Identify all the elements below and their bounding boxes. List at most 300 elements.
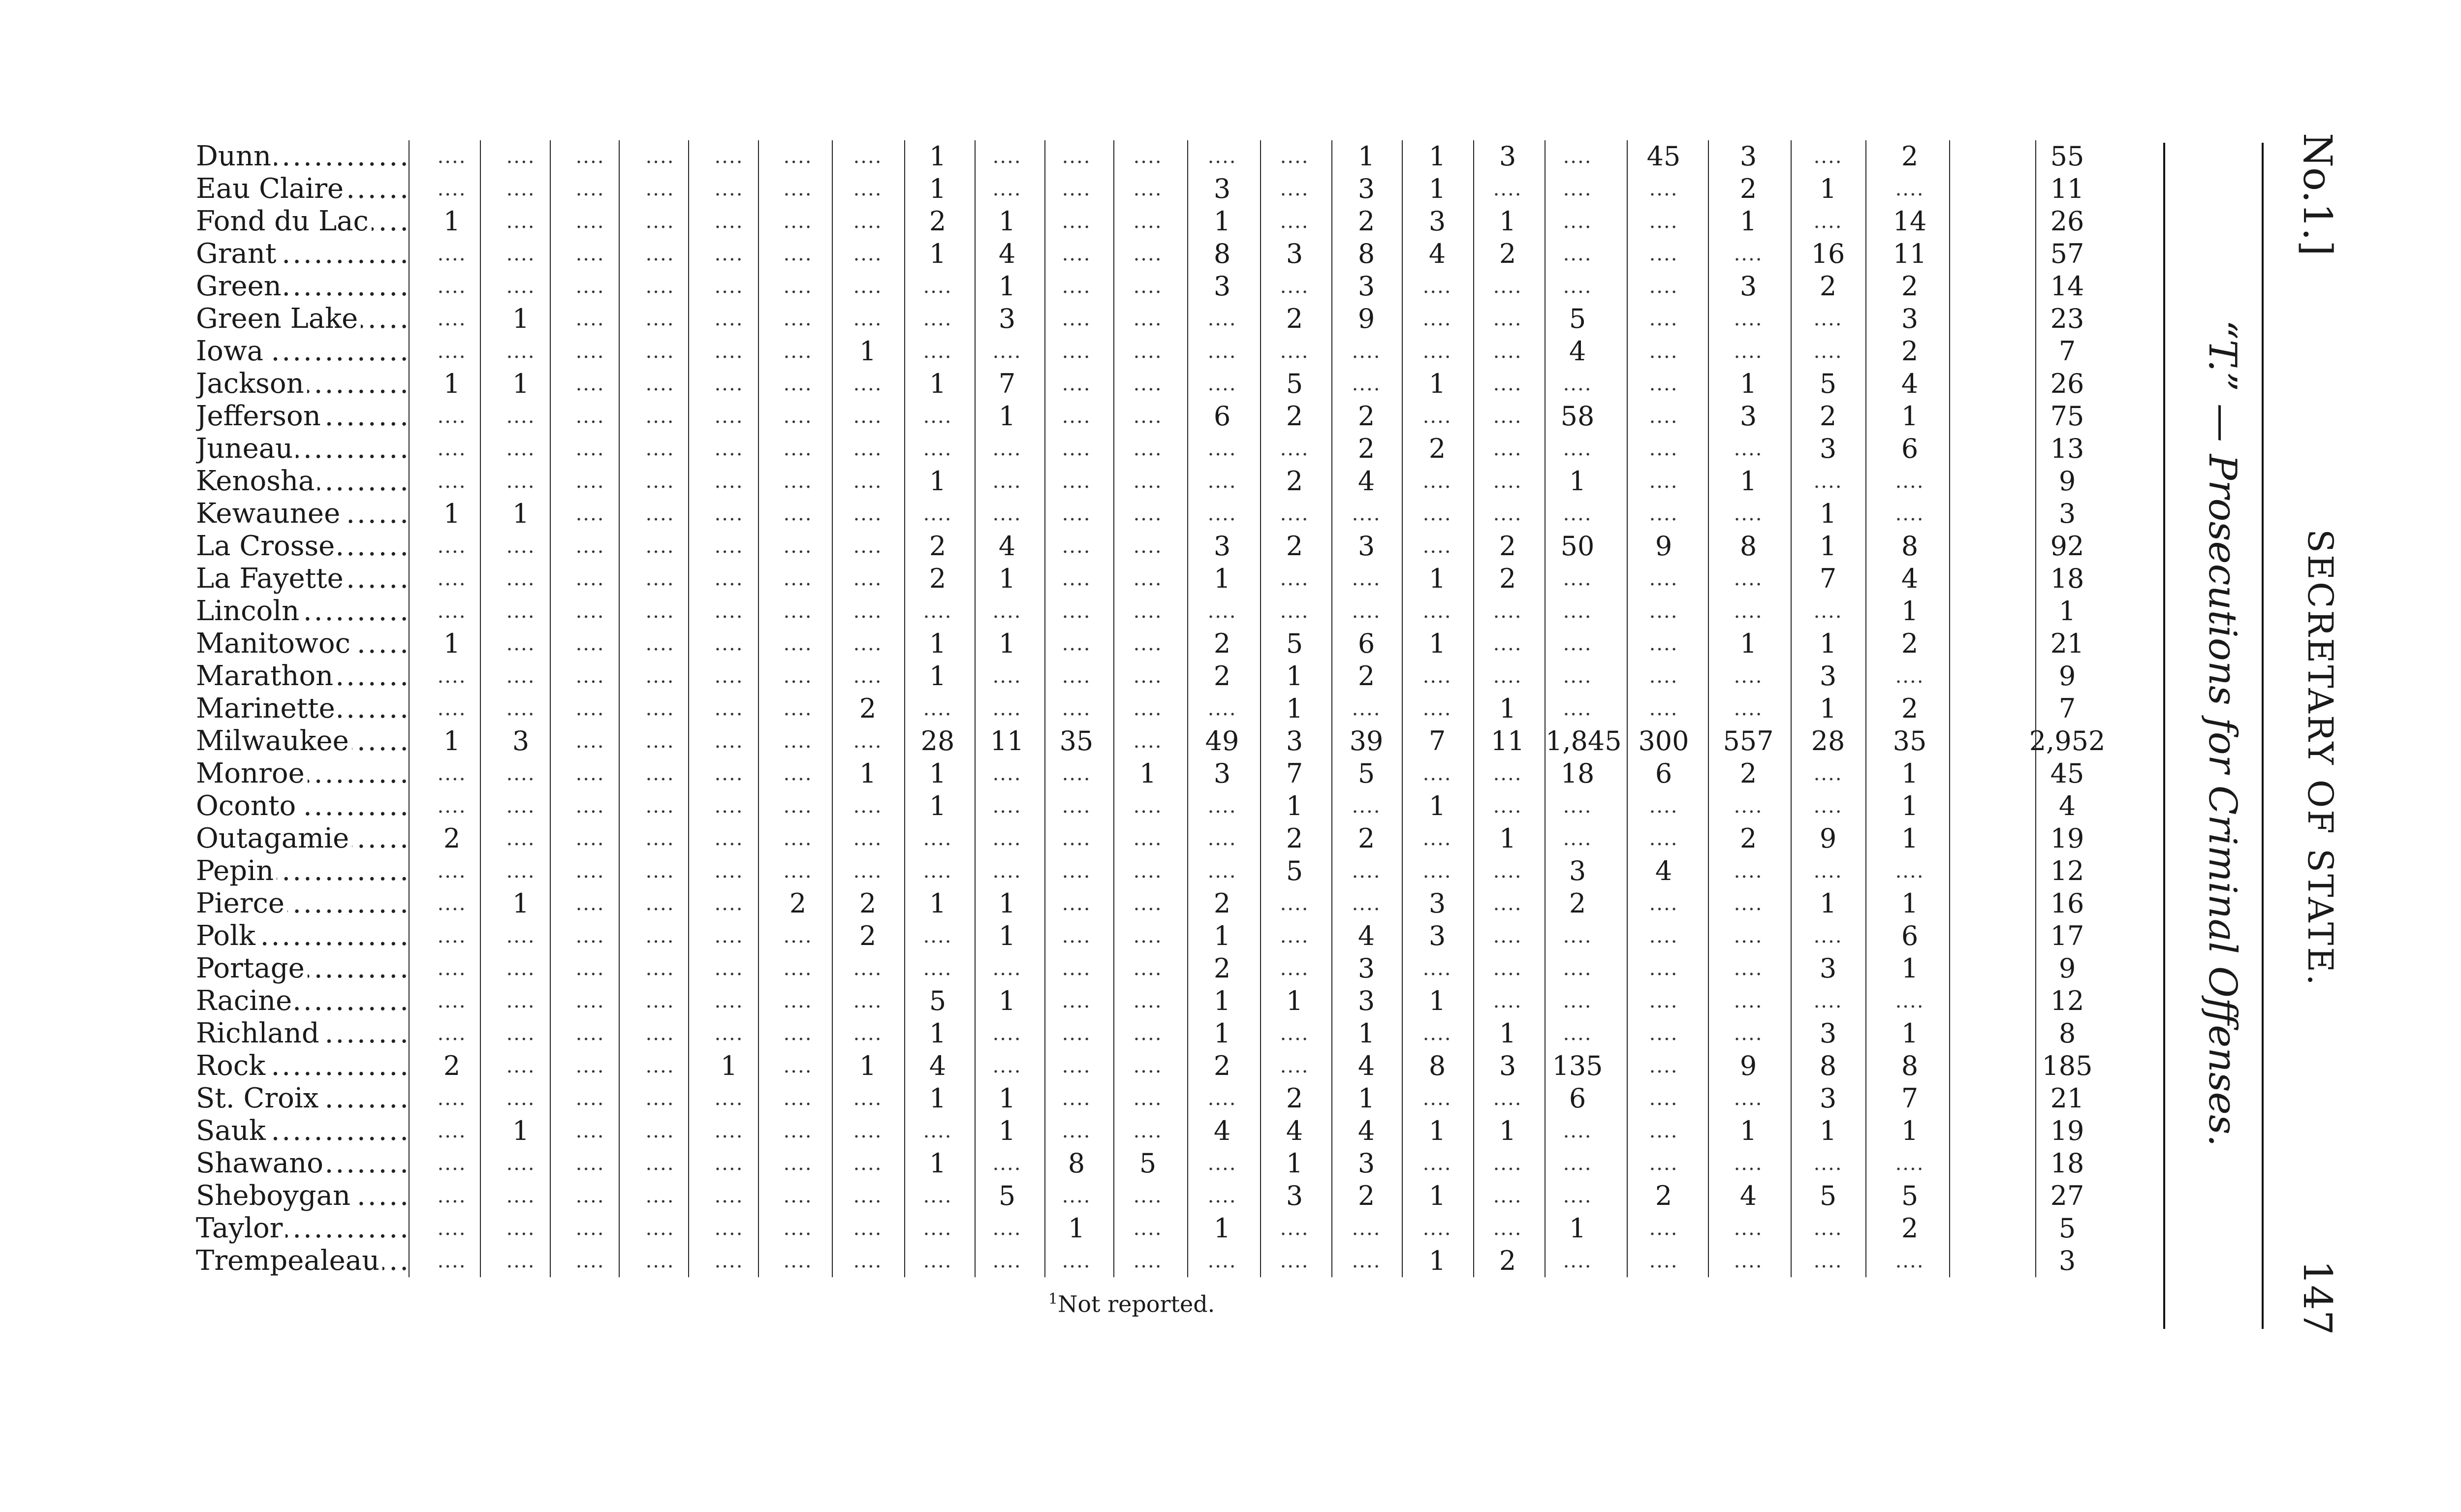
count-cell: 11: [1490, 725, 1525, 756]
county-name: [196, 985, 412, 1017]
empty-cell-leader: ....: [1133, 632, 1163, 655]
empty-cell-leader: ....: [575, 308, 605, 330]
empty-cell-leader: ....: [853, 730, 883, 753]
empty-cell-leader: ....: [714, 665, 744, 688]
table-row: [192, 530, 2136, 563]
count-cell: 1: [929, 888, 947, 919]
empty-cell-leader: ....: [783, 730, 813, 753]
county-label: Jackson: [196, 368, 307, 400]
count-cell: 3: [1213, 173, 1231, 204]
count-cell: 2: [929, 206, 947, 237]
count-cell: 3: [1428, 888, 1446, 919]
empty-cell-leader: ....: [1649, 925, 1678, 947]
count-cell: 1: [1819, 693, 1837, 724]
table-row: [192, 1017, 2136, 1050]
county-name: [196, 1050, 412, 1082]
county-name: [196, 595, 412, 628]
empty-cell-leader: ....: [437, 470, 467, 493]
empty-cell-leader: ....: [1133, 535, 1163, 558]
empty-cell-leader: ....: [783, 308, 813, 330]
empty-cell-leader: ....: [437, 1022, 467, 1045]
county-label: Juneau: [196, 433, 296, 465]
count-cell: 8: [1901, 1050, 1919, 1081]
count-cell: 9: [1357, 303, 1375, 334]
empty-cell-leader: ....: [506, 1152, 536, 1175]
empty-cell-leader: ....: [1422, 535, 1452, 558]
empty-cell-leader: ....: [506, 210, 536, 233]
empty-cell-leader: ....: [1563, 503, 1592, 525]
empty-cell-leader: ....: [575, 503, 605, 525]
empty-cell-leader: ....: [1422, 308, 1452, 330]
empty-cell-leader: ....: [645, 438, 675, 460]
empty-cell-leader: ....: [1133, 795, 1163, 818]
empty-cell-leader: ....: [1813, 860, 1843, 882]
table-row: [192, 920, 2136, 952]
count-cell: 4: [1213, 1115, 1231, 1146]
county-name: [196, 1212, 412, 1245]
empty-cell-leader: ....: [1649, 1120, 1678, 1142]
empty-cell-leader: ....: [506, 243, 536, 265]
empty-cell-leader: ....: [437, 275, 467, 298]
count-cell: 1: [998, 628, 1016, 659]
empty-cell-leader: ....: [437, 957, 467, 980]
empty-cell-leader: ....: [1280, 600, 1309, 623]
empty-cell-leader: ....: [1563, 1120, 1592, 1142]
count-cell: 2: [1357, 401, 1375, 432]
empty-cell-leader: ....: [1133, 567, 1163, 590]
empty-cell-leader: ....: [714, 1022, 744, 1045]
empty-cell-leader: ....: [506, 665, 536, 688]
county-name: [196, 1017, 412, 1050]
count-cell: 4: [1357, 466, 1375, 497]
empty-cell-leader: ....: [1133, 1120, 1163, 1142]
empty-cell-leader: ....: [714, 730, 744, 753]
empty-cell-leader: ....: [575, 990, 605, 1012]
empty-cell-leader: ....: [1062, 1087, 1091, 1110]
empty-cell-leader: ....: [1062, 697, 1091, 720]
empty-cell-leader: ....: [1422, 405, 1452, 428]
empty-cell-leader: ....: [1563, 275, 1592, 298]
empty-cell-leader: ....: [1734, 438, 1763, 460]
empty-cell-leader: ....: [575, 340, 605, 363]
empty-cell-leader: ....: [506, 795, 536, 818]
empty-cell-leader: ....: [1734, 925, 1763, 947]
empty-cell-leader: ....: [645, 1087, 675, 1110]
empty-cell-leader: ....: [1280, 1055, 1309, 1077]
empty-cell-leader: ....: [1133, 1250, 1163, 1272]
empty-cell-leader: ....: [645, 892, 675, 915]
empty-cell-leader: ....: [1062, 535, 1091, 558]
empty-cell-leader: ....: [853, 795, 883, 818]
empty-cell-leader: ....: [1734, 697, 1763, 720]
empty-cell-leader: ....: [783, 990, 813, 1012]
empty-cell-leader: ....: [1493, 1087, 1522, 1110]
count-cell: 6: [1357, 628, 1375, 659]
empty-cell-leader: ....: [992, 145, 1022, 168]
count-cell: 3: [1357, 173, 1375, 204]
empty-cell-leader: ....: [1062, 1022, 1091, 1045]
empty-cell-leader: ....: [575, 567, 605, 590]
total-cell: 9: [2058, 661, 2076, 692]
count-cell: 3: [1819, 433, 1837, 464]
county-name: [196, 1245, 412, 1277]
empty-cell-leader: ....: [1649, 827, 1678, 850]
empty-cell-leader: ....: [853, 178, 883, 200]
empty-cell-leader: ....: [1133, 1087, 1163, 1110]
empty-cell-leader: ....: [783, 827, 813, 850]
empty-cell-leader: ....: [1563, 665, 1592, 688]
empty-cell-leader: ....: [1493, 957, 1522, 980]
count-cell: 2: [1357, 823, 1375, 854]
empty-cell-leader: ....: [1563, 925, 1592, 947]
empty-cell-leader: ....: [992, 178, 1022, 200]
empty-cell-leader: ....: [1352, 340, 1381, 363]
count-cell: 5: [1819, 1180, 1837, 1211]
empty-cell-leader: ....: [992, 1055, 1022, 1077]
empty-cell-leader: ....: [853, 1217, 883, 1240]
total-cell: 19: [2050, 1115, 2084, 1146]
empty-cell-leader: ....: [1493, 275, 1522, 298]
empty-cell-leader: ....: [1422, 697, 1452, 720]
empty-cell-leader: ....: [783, 535, 813, 558]
empty-cell-leader: ....: [1207, 503, 1237, 525]
empty-cell-leader: ....: [506, 827, 536, 850]
empty-cell-leader: ....: [923, 957, 952, 980]
empty-cell-leader: ....: [1280, 210, 1309, 233]
count-cell: 7: [1428, 725, 1446, 756]
empty-cell-leader: ....: [992, 762, 1022, 785]
footnote: [1048, 1285, 1215, 1319]
empty-cell-leader: ....: [1280, 567, 1309, 590]
empty-cell-leader: ....: [575, 243, 605, 265]
total-cell: 26: [2050, 368, 2084, 399]
empty-cell-leader: ....: [1062, 373, 1091, 395]
empty-cell-leader: ....: [1133, 1217, 1163, 1240]
count-cell: 2: [1286, 823, 1303, 854]
empty-cell-leader: ....: [714, 145, 744, 168]
count-cell: 1: [512, 498, 530, 529]
count-cell: 2: [1357, 206, 1375, 237]
empty-cell-leader: ....: [1734, 860, 1763, 882]
empty-cell-leader: ....: [1207, 795, 1237, 818]
count-cell: 9: [1655, 531, 1672, 562]
empty-cell-leader: ....: [1563, 373, 1592, 395]
table-row: [192, 693, 2136, 725]
empty-cell-leader: ....: [1649, 665, 1678, 688]
empty-cell-leader: ....: [1133, 600, 1163, 623]
total-cell: 18: [2050, 1148, 2084, 1179]
count-cell: 2: [1428, 433, 1446, 464]
empty-cell-leader: ....: [1649, 795, 1678, 818]
empty-cell-leader: ....: [1422, 860, 1452, 882]
empty-cell-leader: ....: [1062, 1185, 1091, 1207]
count-cell: 35: [1059, 725, 1094, 756]
empty-cell-leader: ....: [437, 860, 467, 882]
empty-cell-leader: ....: [923, 1217, 952, 1240]
table-title: “T.” — Prosecutions for Criminal Offenses.: [2200, 320, 2244, 1147]
empty-cell-leader: ....: [853, 990, 883, 1012]
count-cell: 2: [1499, 238, 1516, 269]
empty-cell-leader: ....: [714, 600, 744, 623]
empty-cell-leader: ....: [714, 438, 744, 460]
empty-cell-leader: ....: [1280, 145, 1309, 168]
empty-cell-leader: ....: [645, 535, 675, 558]
count-cell: 49: [1205, 725, 1239, 756]
count-cell: 1: [1819, 173, 1837, 204]
count-cell: 11: [1893, 238, 1927, 269]
count-cell: 3: [1213, 271, 1231, 302]
count-cell: 1: [1213, 920, 1231, 951]
empty-cell-leader: ....: [714, 795, 744, 818]
count-cell: 1: [1499, 823, 1516, 854]
empty-cell-leader: ....: [1493, 600, 1522, 623]
empty-cell-leader: ....: [923, 405, 952, 428]
empty-cell-leader: ....: [1280, 503, 1309, 525]
count-cell: 1: [859, 758, 877, 789]
county-label: Fond du Lac: [196, 205, 372, 237]
empty-cell-leader: ....: [714, 275, 744, 298]
empty-cell-leader: ....: [1649, 470, 1678, 493]
empty-cell-leader: ....: [506, 957, 536, 980]
count-cell: 1: [998, 563, 1016, 594]
empty-cell-leader: ....: [645, 697, 675, 720]
table-row: [192, 822, 2136, 855]
empty-cell-leader: ....: [1493, 1152, 1522, 1175]
empty-cell-leader: ....: [575, 697, 605, 720]
count-cell: 4: [1901, 368, 1919, 399]
footnote-text: Not reported.: [1058, 1291, 1215, 1318]
count-cell: 8: [1819, 1050, 1837, 1081]
footnote-marker: 1: [1048, 1291, 1058, 1308]
count-cell: 1: [929, 141, 947, 172]
empty-cell-leader: ....: [923, 438, 952, 460]
count-cell: 4: [1357, 1115, 1375, 1146]
empty-cell-leader: ....: [645, 275, 675, 298]
empty-cell-leader: ....: [1493, 1217, 1522, 1240]
empty-cell-leader: ....: [783, 145, 813, 168]
empty-cell-leader: ....: [575, 957, 605, 980]
count-cell: 2: [1286, 531, 1303, 562]
count-cell: 1: [998, 1115, 1016, 1146]
empty-cell-leader: ....: [1062, 567, 1091, 590]
count-cell: 3: [1357, 1148, 1375, 1179]
table-row: [192, 335, 2136, 368]
empty-cell-leader: ....: [853, 535, 883, 558]
count-cell: 2: [1739, 823, 1757, 854]
county-name: [196, 757, 412, 790]
count-cell: 6: [1213, 401, 1231, 432]
county-name: [196, 238, 412, 270]
empty-cell-leader: ....: [783, 1055, 813, 1077]
empty-cell-leader: ....: [575, 1022, 605, 1045]
empty-cell-leader: ....: [437, 1250, 467, 1272]
empty-cell-leader: ....: [714, 827, 744, 850]
total-cell: 21: [2050, 628, 2084, 659]
count-cell: 3: [1286, 725, 1303, 756]
empty-cell-leader: ....: [923, 925, 952, 947]
empty-cell-leader: ....: [1207, 145, 1237, 168]
count-cell: 1: [929, 790, 947, 821]
count-cell: 4: [1739, 1180, 1757, 1211]
empty-cell-leader: ....: [645, 470, 675, 493]
count-cell: 1: [1901, 953, 1919, 984]
empty-cell-leader: ....: [1133, 730, 1163, 753]
count-cell: 1: [1428, 985, 1446, 1016]
empty-cell-leader: ....: [714, 892, 744, 915]
county-label: Milwaukee: [196, 725, 352, 757]
count-cell: 2: [1213, 628, 1231, 659]
empty-cell-leader: ....: [1563, 795, 1592, 818]
empty-cell-leader: ....: [1649, 178, 1678, 200]
empty-cell-leader: ....: [1493, 795, 1522, 818]
county-label: Taylor: [196, 1212, 285, 1244]
count-cell: 3: [1819, 1018, 1837, 1049]
empty-cell-leader: ....: [437, 1152, 467, 1175]
empty-cell-leader: ....: [1734, 243, 1763, 265]
total-cell: 27: [2050, 1180, 2084, 1211]
count-cell: 2: [859, 920, 877, 951]
count-cell: 6: [1901, 920, 1919, 951]
empty-cell-leader: ....: [645, 795, 675, 818]
county-label: Sauk: [196, 1115, 269, 1147]
empty-cell-leader: ....: [645, 1055, 675, 1077]
count-cell: 1: [443, 498, 461, 529]
empty-cell-leader: ....: [853, 438, 883, 460]
count-cell: 1: [1901, 596, 1919, 627]
empty-cell-leader: ....: [1493, 373, 1522, 395]
empty-cell-leader: ....: [1563, 600, 1592, 623]
table-row: [192, 1147, 2136, 1180]
empty-cell-leader: ....: [853, 275, 883, 298]
count-cell: 557: [1723, 725, 1774, 756]
empty-cell-leader: ....: [1813, 1217, 1843, 1240]
empty-cell-leader: ....: [1133, 438, 1163, 460]
empty-cell-leader: ....: [575, 1152, 605, 1175]
empty-cell-leader: ....: [1734, 340, 1763, 363]
count-cell: 1: [1068, 1213, 1085, 1244]
empty-cell-leader: ....: [575, 373, 605, 395]
count-cell: 1: [443, 206, 461, 237]
empty-cell-leader: ....: [853, 1250, 883, 1272]
count-cell: 8: [1428, 1050, 1446, 1081]
empty-cell-leader: ....: [645, 1217, 675, 1240]
empty-cell-leader: ....: [645, 762, 675, 785]
empty-cell-leader: ....: [1207, 470, 1237, 493]
empty-cell-leader: ....: [1062, 632, 1091, 655]
empty-cell-leader: ....: [437, 145, 467, 168]
count-cell: 1: [998, 920, 1016, 951]
empty-cell-leader: ....: [1493, 308, 1522, 330]
county-label: Kewaunee: [196, 498, 343, 530]
count-cell: 1: [1739, 466, 1757, 497]
count-cell: 1: [1901, 401, 1919, 432]
empty-cell-leader: ....: [437, 405, 467, 428]
empty-cell-leader: ....: [714, 925, 744, 947]
empty-cell-leader: ....: [714, 567, 744, 590]
empty-cell-leader: ....: [1649, 308, 1678, 330]
count-cell: 1: [929, 238, 947, 269]
county-name: [196, 1115, 412, 1147]
empty-cell-leader: ....: [506, 1185, 536, 1207]
empty-cell-leader: ....: [506, 405, 536, 428]
count-cell: 3: [1739, 401, 1757, 432]
empty-cell-leader: ....: [1493, 762, 1522, 785]
empty-cell-leader: ....: [992, 438, 1022, 460]
empty-cell-leader: ....: [1062, 340, 1091, 363]
count-cell: 3: [1819, 661, 1837, 692]
count-cell: 2: [1286, 303, 1303, 334]
empty-cell-leader: ....: [575, 1087, 605, 1110]
empty-cell-leader: ....: [1352, 1250, 1381, 1272]
table-row: [192, 400, 2136, 433]
empty-cell-leader: ....: [645, 405, 675, 428]
count-cell: 1: [1819, 498, 1837, 529]
count-cell: 2: [1655, 1180, 1672, 1211]
count-cell: 58: [1560, 401, 1595, 432]
empty-cell-leader: ....: [853, 373, 883, 395]
empty-cell-leader: ....: [1649, 632, 1678, 655]
empty-cell-leader: ....: [645, 373, 675, 395]
total-cell: 9: [2058, 466, 2076, 497]
county-name: [196, 173, 412, 205]
empty-cell-leader: ....: [714, 503, 744, 525]
empty-cell-leader: ....: [853, 470, 883, 493]
empty-cell-leader: ....: [1493, 178, 1522, 200]
empty-cell-leader: ....: [437, 600, 467, 623]
total-cell: 9: [2058, 953, 2076, 984]
count-cell: 1: [1499, 206, 1516, 237]
county-label: Grant: [196, 238, 279, 270]
empty-cell-leader: ....: [1649, 1152, 1678, 1175]
prosecutions-table: [192, 140, 2136, 1277]
count-cell: 4: [929, 1050, 947, 1081]
total-cell: 12: [2050, 985, 2084, 1016]
empty-cell-leader: ....: [1280, 892, 1309, 915]
empty-cell-leader: ....: [992, 697, 1022, 720]
county-label: La Crosse: [196, 530, 338, 562]
empty-cell-leader: ....: [645, 178, 675, 200]
county-label: Manitowoc: [196, 628, 353, 660]
empty-cell-leader: ....: [853, 1120, 883, 1142]
empty-cell-leader: ....: [645, 145, 675, 168]
county-label: Marathon: [196, 660, 336, 692]
empty-cell-leader: ....: [1563, 1152, 1592, 1175]
count-cell: 3: [1286, 238, 1303, 269]
count-cell: 1: [1819, 1115, 1837, 1146]
empty-cell-leader: ....: [437, 243, 467, 265]
county-name: [196, 887, 412, 920]
empty-cell-leader: ....: [783, 373, 813, 395]
county-label: Oconto: [196, 790, 299, 822]
count-cell: 2: [1819, 401, 1837, 432]
empty-cell-leader: ....: [645, 925, 675, 947]
empty-cell-leader: ....: [923, 600, 952, 623]
empty-cell-leader: ....: [575, 438, 605, 460]
empty-cell-leader: ....: [1649, 957, 1678, 980]
empty-cell-leader: ....: [714, 1120, 744, 1142]
empty-cell-leader: ....: [1062, 795, 1091, 818]
empty-cell-leader: ....: [783, 243, 813, 265]
empty-cell-leader: ....: [1493, 632, 1522, 655]
empty-cell-leader: ....: [783, 503, 813, 525]
count-cell: 1: [1213, 985, 1231, 1016]
count-cell: 7: [998, 368, 1016, 399]
count-cell: 28: [920, 725, 955, 756]
count-cell: 2: [1569, 888, 1586, 919]
empty-cell-leader: ....: [645, 243, 675, 265]
empty-cell-leader: ....: [1133, 373, 1163, 395]
empty-cell-leader: ....: [783, 178, 813, 200]
